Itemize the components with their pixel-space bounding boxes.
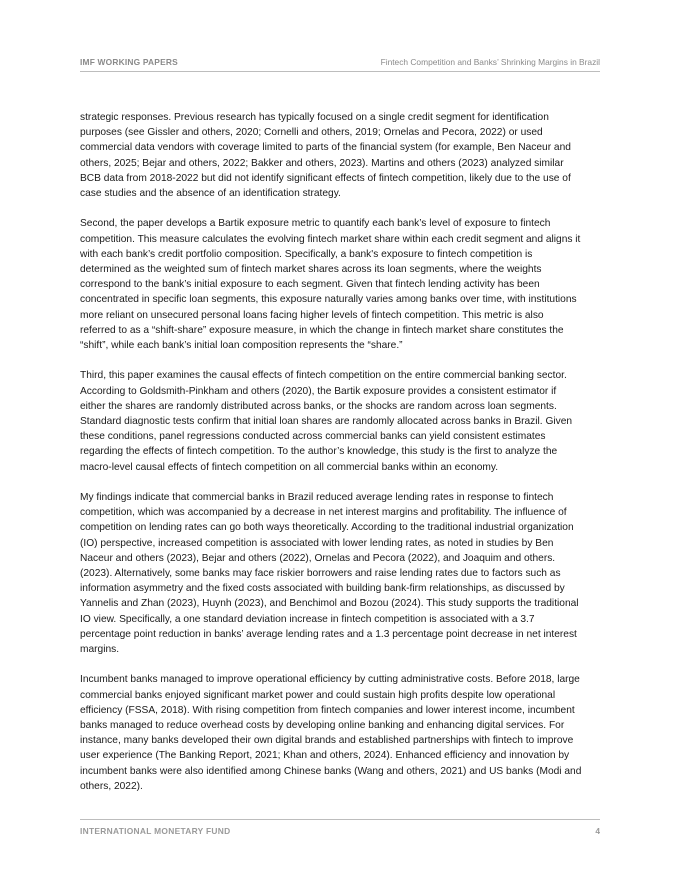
text-line: more reliant on unsecured personal loans facing higher levels of fintech competition. This metric is also — [80, 309, 544, 321]
page-footer — [80, 819, 600, 836]
text-line: concentrated in specific loan segments, this exposure naturally varies among banks over time, with institutions — [80, 294, 577, 306]
text-line: purposes (see Gissler and others, 2020; Cornelli and others, 2019; Ornelas and Pecora, 2022) or used — [80, 127, 543, 139]
text-line: “shift”, while each bank’s initial loan composition represents the “share.” — [80, 340, 403, 352]
text-line: margins. — [80, 644, 120, 656]
text-line: information asymmetry and the fixed costs associated with building bank-firm relationships, as discussed by — [80, 583, 565, 595]
paragraph — [80, 368, 610, 474]
paragraph — [80, 110, 610, 201]
text-line: these conditions, panel regressions conducted across commercial banks can yield consistent estimates — [80, 431, 546, 443]
text-line: with each bank’s credit portfolio composition. Specifically, a bank's exposure to fintech competition is — [80, 248, 533, 260]
text-line: competition. This measure calculates the evolving fintech market share within each credit segment and aligns it — [80, 233, 581, 245]
text-line: either the shares are randomly distributed across banks, or the shocks are random across loan segments. — [80, 400, 557, 412]
text-line: others, 2025; Bejar and others, 2022; Bakker and others, 2023). Martins and others (2023) analyzed similar — [80, 157, 564, 169]
text-line: competition on lending rates can go both ways theoretically. According to the traditional industrial organization — [80, 522, 574, 534]
text-line: Third, this paper examines the causal effects of fintech competition on the entire commercial banking sector. — [80, 370, 567, 382]
text-line: Naceur and others (2023), Bejar and others (2022), Ornelas and Pecora (2022), and Joaquim and others. — [80, 552, 556, 564]
text-line: According to Goldsmith-Pinkham and others (2020), the Bartik exposure provides a consistent estimator if — [80, 385, 557, 397]
text-line: incumbent banks were also identified among Chinese banks (Wang and others, 2021) and US banks (Modi and — [80, 765, 582, 777]
text-line: others, 2022). — [80, 780, 143, 792]
text-line: BCB data from 2018-2022 but did not identify significant effects of fintech competition, likely due to the use of — [80, 172, 571, 184]
text-line: competition, which was accompanied by a decrease in net interest margins and profitability. The influence of — [80, 507, 567, 519]
text-line: Standard diagnostic tests confirm that initial loan shares are randomly allocated across banks in Brazil. Given — [80, 416, 573, 428]
publisher-name: INTERNATIONAL MONETARY FUND — [80, 826, 231, 836]
text-line: banks managed to reduce overhead costs by developing online banking and enhancing digital services. For — [80, 720, 565, 732]
paragraph — [80, 672, 610, 794]
text-line: IO view. Specifically, a one standard deviation increase in fintech competition is associated with a 3.7 — [80, 613, 535, 625]
paragraph — [80, 216, 610, 353]
body-text — [80, 110, 610, 809]
text-line: (2023). Alternatively, some banks may face riskier borrowers and raise lending rates due to factors such as — [80, 568, 561, 580]
page-number: 4 — [595, 826, 600, 836]
text-line: correspond to the bank’s initial exposure to each segment. Given that fintech lending activity has been — [80, 279, 540, 291]
text-line: instance, many banks developed their own digital brands and established partnerships with fintech to improve — [80, 735, 574, 747]
text-line: regarding the effects of fintech competition. To the author’s knowledge, this study is the first to analyze the — [80, 446, 558, 458]
text-line: macro-level causal effects of fintech competition on all commercial banks within an economy. — [80, 461, 499, 473]
text-line: percentage point reduction in banks’ average lending rates and a 1.3 percentage point decrease in net interest — [80, 628, 577, 640]
text-line: Yannelis and Zhan (2023), Huynh (2023), and Benchimol and Bozou (2024). This study supports the traditional — [80, 598, 579, 610]
page-header — [80, 55, 600, 72]
text-line: determined as the weighted sum of fintech market shares across its loan segments, where the weights — [80, 264, 542, 276]
paragraph — [80, 490, 610, 657]
text-line: referred to as a “shift-share” exposure measure, in which the change in fintech market share constitutes the — [80, 324, 564, 336]
paper-title: Fintech Competition and Banks’ Shrinking Margins in Brazil — [380, 57, 600, 67]
text-line: strategic responses. Previous research has typically focused on a single credit segment for identification — [80, 112, 549, 123]
text-line: commercial banks enjoyed significant market power and could sustain high profits despite low operational — [80, 689, 556, 701]
text-line: case studies and the absence of an identification strategy. — [80, 188, 341, 200]
text-line: Second, the paper develops a Bartik exposure metric to quantify each bank’s level of exposure to fintech — [80, 218, 551, 230]
text-line: user experience (The Banking Report, 2021; Khan and others, 2024). Enhanced efficiency and innovation by — [80, 750, 570, 762]
text-line: My findings indicate that commercial banks in Brazil reduced average lending rates in response to fintech — [80, 492, 554, 504]
series-title: IMF WORKING PAPERS — [80, 57, 178, 67]
text-line: (IO) perspective, increased competition is associated with lower lending rates, as noted in studies by Ben — [80, 537, 554, 549]
text-line: commercial data vendors with coverage limited to parts of the financial system (for example, Ben Naceur and — [80, 142, 571, 154]
text-line: efficiency (FSSA, 2018). With rising competition from fintech companies and lower interest income, incumbent — [80, 704, 575, 716]
text-line: Incumbent banks managed to improve operational efficiency by cutting administrative costs. Before 2018, large — [80, 674, 580, 686]
